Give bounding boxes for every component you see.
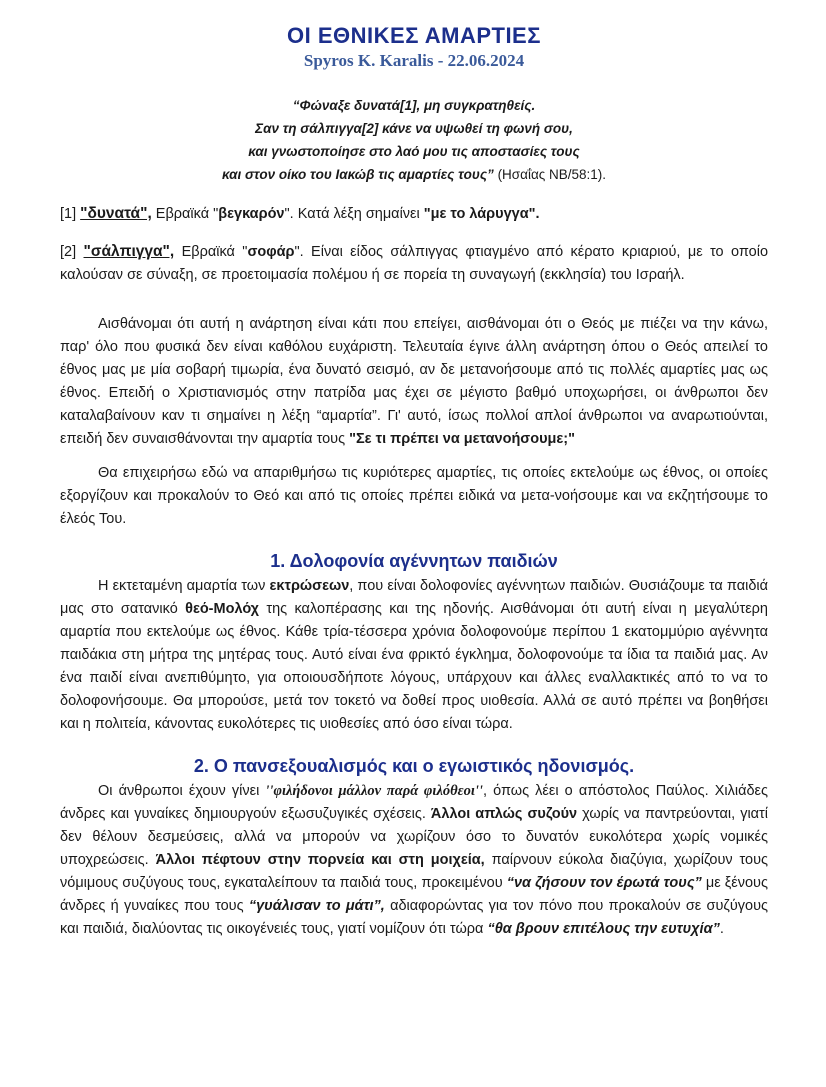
scripture-quote	[60, 94, 768, 186]
quote-line-3: και γνωστοποίησε στο λαό μου τις αποστασίες τους	[248, 144, 580, 159]
quote-line-2: Σαν τη σάλπιγγα[2] κάνε να υψωθεί τη φωνή σου,	[255, 121, 573, 136]
quote-line-4: και στον οίκο του Ιακώβ τις αμαρτίες τους”	[221, 167, 494, 182]
footnote-2-text-a: Εβραϊκά "	[174, 244, 248, 260]
s2-quote-pleasure: ''φιλήδονοι μάλλον παρά φιλόθεοι''	[265, 783, 483, 799]
s1-bold-moloch: θεό-Μολόχ	[185, 601, 260, 617]
s2-text-g: .	[719, 921, 724, 937]
publish-date: 22.06.2024	[447, 51, 525, 70]
footnote-1-text-a: Εβραϊκά "	[151, 206, 219, 222]
s2-text-d: παίρνουν εύκολα διαζύγια, χωρίζουν τους νόμιμους συζύγους τους, εγκαταλείπουν τα παιδιά τους, προκειμένου	[60, 852, 769, 891]
footnote-2-hebrew: σοφάρ	[247, 244, 295, 260]
s1-text-b: , που είναι δολοφονίες αγέννητων παιδιών. Θυσιάζουμε τα παιδιά μας στο σατανικό	[60, 578, 768, 617]
s1-text-c: της καλοπέρασης και της ηδονής. Αισθάνομαι ότι αυτή είναι η μεγαλύτερη αμαρτία που εκτελούμε ως έθνος. Κάθε τρία-τέσσερα χρόνια δολοφονούμε περίπου 1 εκατομμύριο αγέννητα παιδάκια στη μήτρα της μητέρας τους. Αυτό είναι ένα φρικτό έγκλημα, δολοφονούμε τα ίδια τα παιδιά μας. Αν ένα παιδί είναι ανεπιθύμητο, για οποιουσδήποτε λόγους, υπάρχουν και άλλες εναλλακτικές από το να το δολοφονήσουμε. Θα μπορούσε, μετά τον τοκετό να δοθεί προς υιοθεσία. Αλλά σε αυτό πρέπει να βοηθήσει και η πολιτεία, κάνοντας ευκολότερες τις υιοθεσίες από όσο είναι τώρα.	[60, 601, 768, 732]
author-name: Spyros K. Karalis	[303, 51, 434, 70]
footnote-2	[60, 240, 768, 287]
s1-text-a: Η εκτεταμένη αμαρτία των	[98, 578, 270, 594]
footnote-1-text-b: ". Κατά λέξη σημαίνει	[284, 206, 424, 222]
document-page	[60, 22, 768, 952]
s2-quote-love: “να ζήσουν τον έρωτά τους”	[506, 875, 702, 891]
section-1-body	[60, 575, 768, 736]
s2-text-a: Οι άνθρωποι έχουν γίνει	[98, 783, 266, 799]
footnote-1	[60, 202, 768, 226]
footnote-1-number: [1]	[60, 206, 81, 222]
s2-text-f: αδιαφορώντας για τον πόνο που προκαλούν σε συζύγους και παιδιά, διαλύοντας τις οικογένειές τους, γιατί νομίζουν ότι τώρα	[60, 898, 768, 937]
byline	[60, 50, 768, 72]
footnote-2-text-b: ". Είναι είδος σάλπιγγας φτιαγμένο από κέρατο κριαριού, με το οποίο καλούσαν σε σύναξη, σε προετοιμασία πολέμου ή σε πορεία τη συναγωγή (εκκλησία) του Ισραήλ.	[60, 244, 769, 283]
footnote-1-meaning: "με το λάρυγγα".	[423, 206, 540, 222]
section-2-body	[60, 780, 768, 941]
quote-line-1: “Φώναξε δυνατά[1], μη συγκρατηθείς.	[292, 98, 536, 113]
section-1-heading: 1. Δολοφονία αγέννητων παιδιών	[270, 551, 558, 571]
s2-bold-cohabit: Άλλοι απλώς συζούν	[430, 806, 578, 822]
section-2-heading: 2. Ο πανσεξουαλισμός και ο εγωιστικός ηδονισμός.	[193, 756, 635, 776]
s2-text-e: με ξένους άνδρες ή γυναίκες που τους	[60, 875, 768, 914]
footnote-1-hebrew: βεγκαρόν	[218, 206, 285, 222]
intro-paragraph-1	[60, 313, 768, 451]
s2-quote-eye: “γυάλισαν το μάτι”,	[248, 898, 385, 914]
footnote-2-keyword: "σάλπιγγα",	[83, 243, 175, 260]
s2-text-c: χωρίς να παντρεύονται, γιατί δεν θέλουν δεσμεύσεις, αλλά να μπορούν να χωρίζουν όσο το δυνατόν ευκολότερα χωρίς νομικές υποχρεώσεις.	[60, 806, 768, 868]
intro-1-question: "Σε τι πρέπει να μετανοήσουμε;"	[349, 431, 575, 447]
date-separator: -	[433, 51, 448, 70]
s2-text-b: , όπως λέει ο απόστολος Παύλος. Χιλιάδες άνδρες και γυναίκες δημιουργούν εξωσυζυγικές σχέσεις.	[60, 783, 768, 822]
intro-paragraph-2: Θα επιχειρήσω εδώ να απαριθμήσω τις κυριότερες αμαρτίες, τις οποίες εκτελούμε ως έθνος, οι οποίες εξοργίζουν και προκαλούν το Θεό και από τις οποίες πρέπει ειδικά να μετα-νοήσουμε και να εκζητήσουμε το έλεός Του.	[60, 465, 768, 527]
s2-bold-adultery: Άλλοι πέφτουν στην πορνεία και στη μοιχεία,	[155, 852, 485, 868]
s1-bold-abortions: εκτρώσεων	[269, 578, 350, 594]
footnote-2-number: [2]	[60, 244, 84, 260]
quote-reference: (Ησαΐας ΝΒ/58:1).	[493, 167, 607, 182]
intro-1-text: Αισθάνομαι ότι αυτή η ανάρτηση είναι κάτι που επείγει, αισθάνομαι ότι ο Θεός με πιέζει να την κάνω, παρ' όλο που φυσικά δεν είναι καθόλου ευχάριστη. Τελευταία έγινε άλλη ανάρτηση όπου ο Θεός απειλεί το έθνος μας με μία σοβαρή τιμωρία, ένα δυνατό σεισμό, αν δε μετανοήσουμε από τις πολλές αμαρτίες μας ως έθνος. Επειδή ο Χριστιανισμός στην πατρίδα μας έχει σε μέγιστο βαθμό υποχωρήσει, οι άνθρωποι δεν καταλαβαίνουν καν τι σημαίνει η λέξη “αμαρτία”. Γι' αυτό, ίσως πολλοί απλοί άνθρωποι να αναρωτιούνται, επειδή δεν συναισθάνονται την αμαρτία τους	[60, 316, 768, 447]
footnote-1-keyword: "δυνατά",	[80, 205, 152, 222]
s2-quote-happiness: “θα βρουν επιτέλους την ευτυχία”	[487, 921, 720, 937]
document-title: ΟΙ ΕΘΝΙΚΕΣ ΑΜΑΡΤΙΕΣ	[287, 23, 541, 48]
